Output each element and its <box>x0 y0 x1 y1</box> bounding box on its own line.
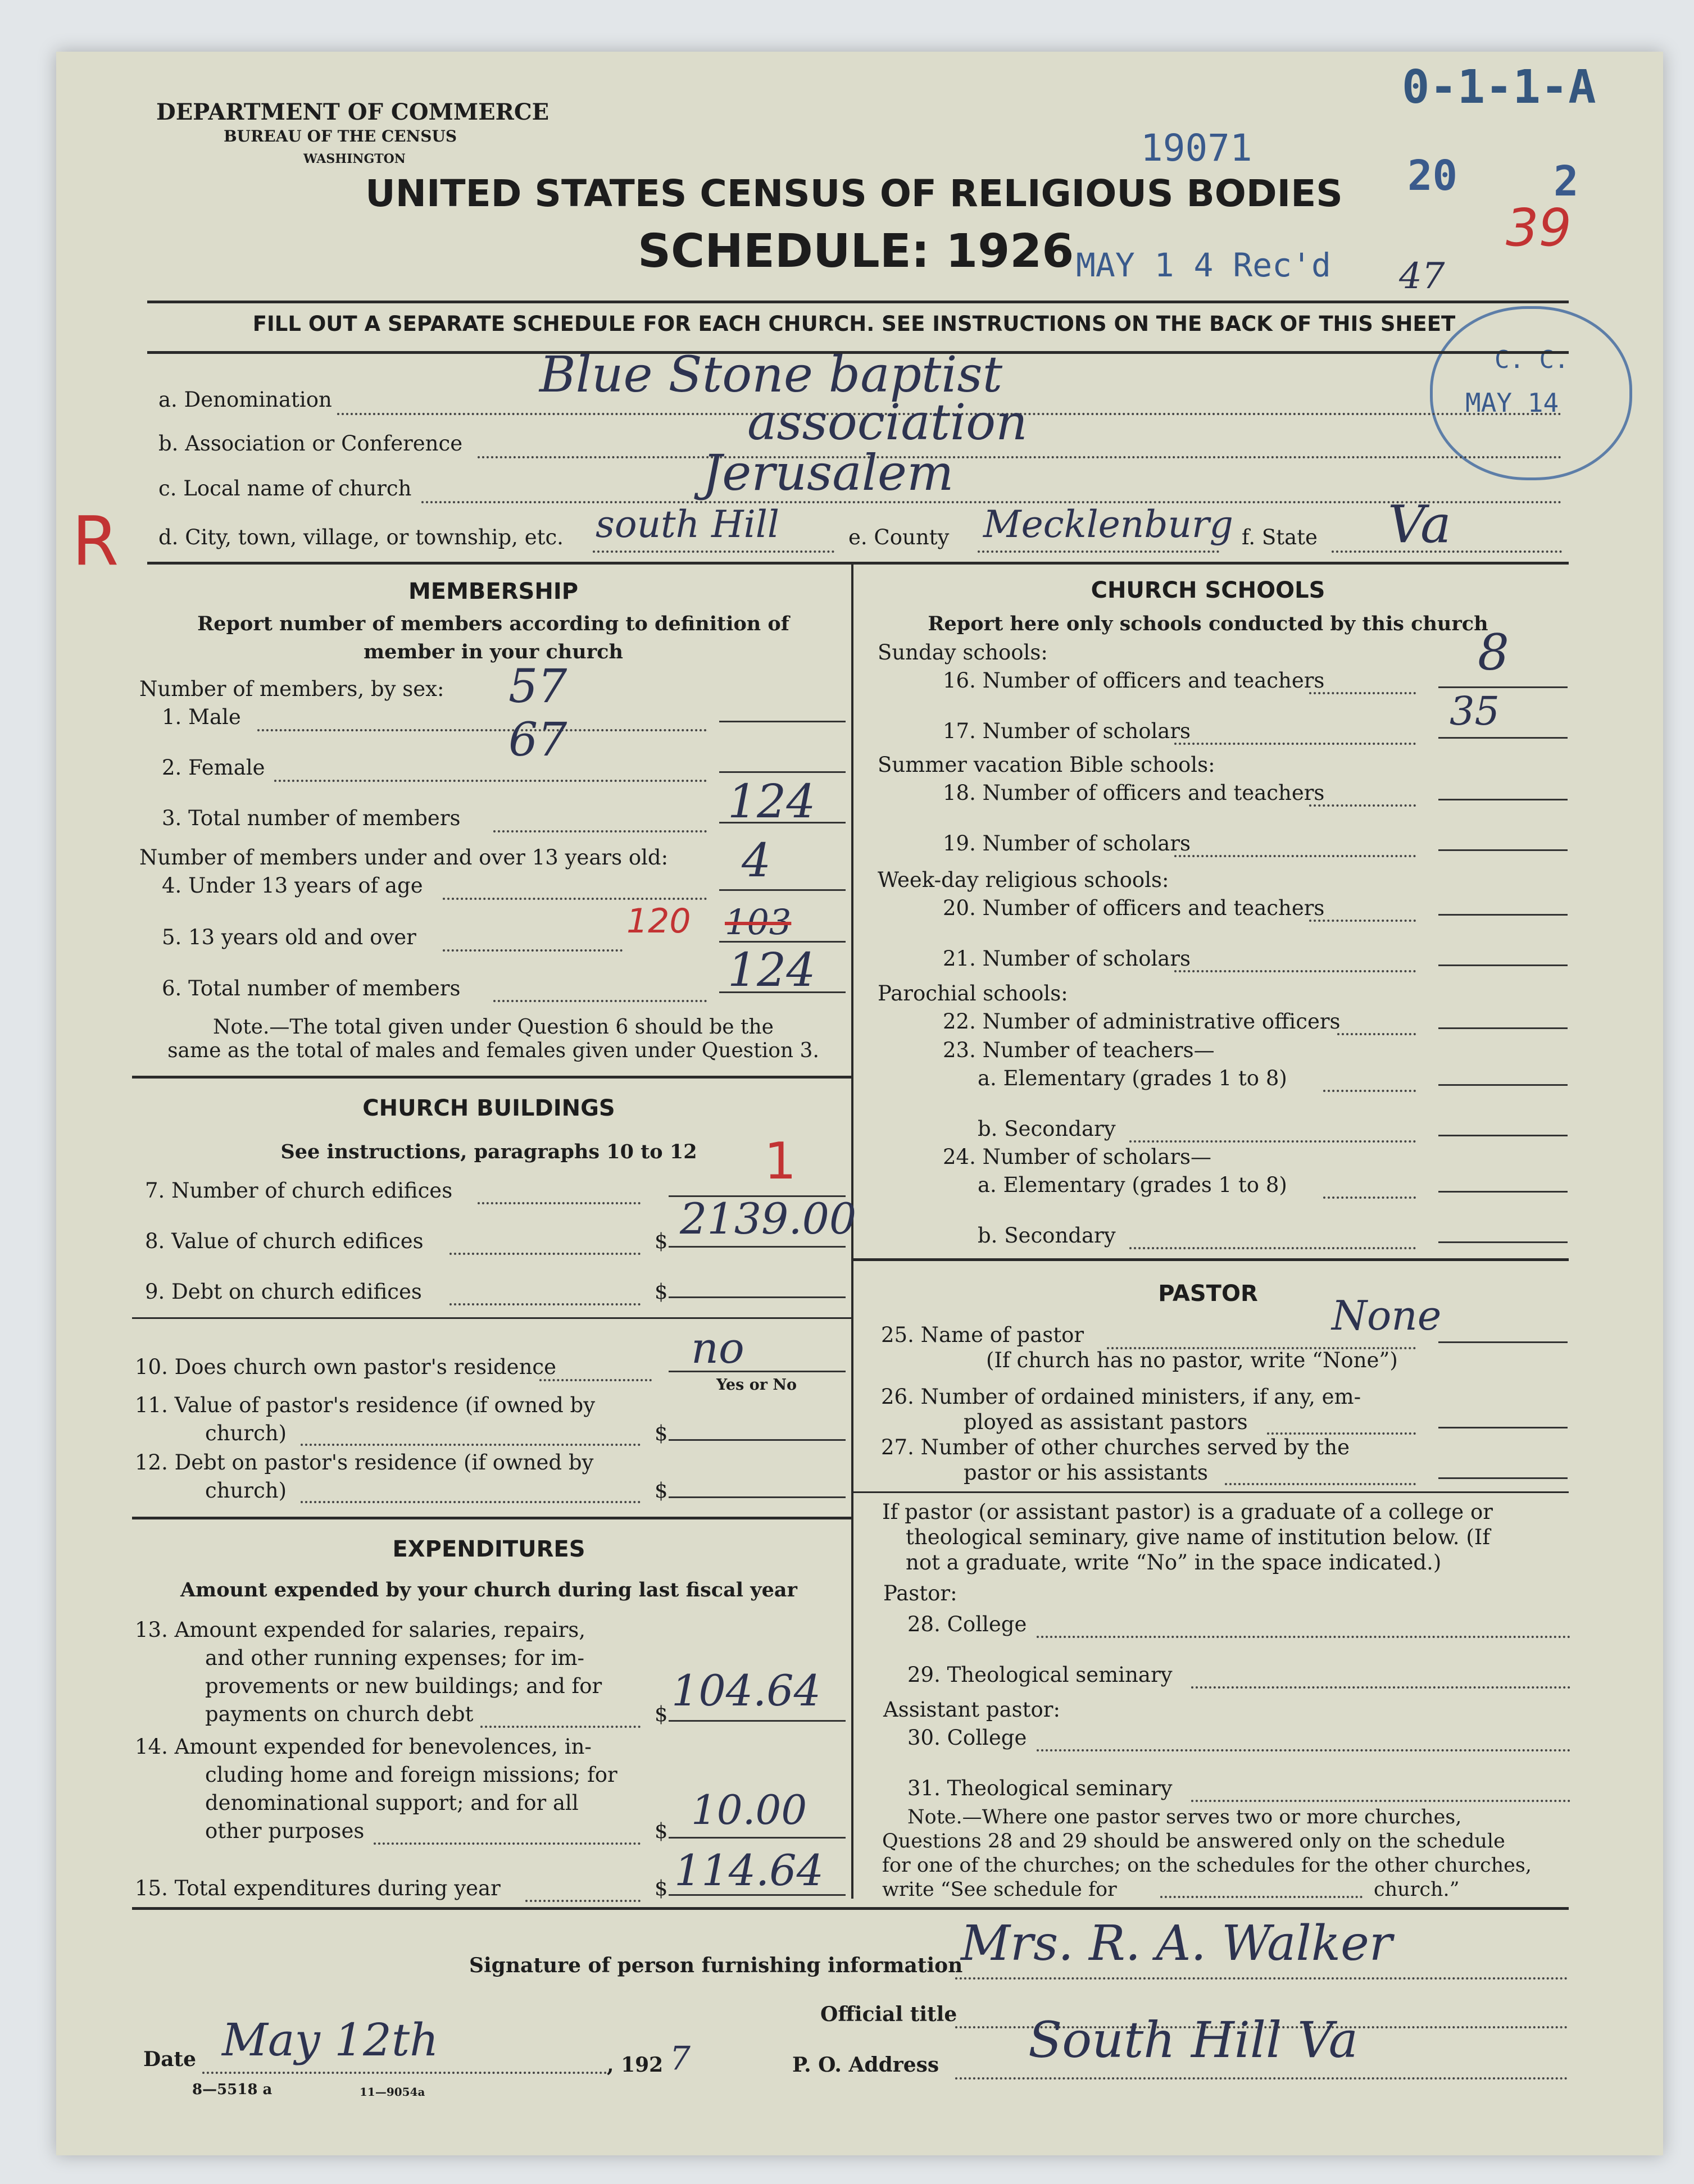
q11-label-line1: 11. Value of pastor's residence (if owned by <box>135 1393 596 1417</box>
q14-dollar-sign: $ <box>655 1819 668 1843</box>
q23a-label: a. Elementary (grades 1 to 8) <box>978 1066 1287 1090</box>
q12-label-line2: church) <box>205 1478 287 1503</box>
parochial-schools-label: Parochial schools: <box>878 981 1068 1005</box>
q14-label-line1: 14. Amount expended for benevolences, in- <box>135 1735 592 1759</box>
q25-label: 25. Name of pastor <box>881 1323 1084 1347</box>
church-name-value[interactable]: Jerusalem <box>702 444 954 502</box>
q6-total-value[interactable]: 124 <box>728 944 816 997</box>
pastor-note-line1: Note.—Where one pastor serves two or more churches, <box>907 1806 1462 1828</box>
official-title-label: Official title <box>820 2003 957 2026</box>
cc-rosette-stamp <box>1430 306 1632 480</box>
q14-label-line3: denominational support; and for all <box>205 1791 579 1815</box>
q8-value-value[interactable]: 2139.00 <box>680 1194 857 1244</box>
q26-label-line1: 26. Number of ordained ministers, if any, em- <box>881 1385 1361 1409</box>
pastor-note-line3: for one of the churches; on the schedules for the other churches, <box>882 1854 1532 1877</box>
state-label: f. State <box>1242 525 1318 549</box>
date-label: Date <box>143 2048 197 2071</box>
q5-correction-value: 120 <box>626 902 691 941</box>
membership-note-line1: Note.—The total given under Question 6 should be the <box>213 1016 774 1039</box>
membership-note-line2: same as the total of males and females given under Question 3. <box>167 1039 819 1062</box>
q10-residence-value[interactable]: no <box>691 1323 744 1373</box>
q23b-label: b. Secondary <box>978 1117 1116 1141</box>
q9-dollar-sign: $ <box>655 1280 668 1304</box>
pastor-note-line4b: church.” <box>1374 1878 1460 1901</box>
year-digit-value[interactable]: 7 <box>670 2039 691 2077</box>
bureau-name: BUREAU OF THE CENSUS <box>224 127 457 145</box>
year-prefix: , 192 <box>607 2053 664 2077</box>
q28-college-label: 28. College <box>907 1612 1027 1636</box>
q15-dollar-sign: $ <box>655 1876 668 1900</box>
denomination-label: a. Denomination <box>158 388 332 412</box>
q24a-label: a. Elementary (grades 1 to 8) <box>978 1173 1287 1197</box>
q24-label: 24. Number of scholars— <box>943 1145 1212 1169</box>
form-number: 8—5518 a <box>192 2081 273 2098</box>
q18-label: 18. Number of officers and teachers <box>943 781 1325 805</box>
under-over-label: Number of members under and over 13 years old: <box>139 845 669 870</box>
membership-sub1: Report number of members according to definition of <box>197 612 789 635</box>
q7-edifices-value[interactable]: 1 <box>764 1132 797 1191</box>
county-label: e. County <box>848 525 950 549</box>
q14-label-line2: cluding home and foreign missions; for <box>205 1763 617 1787</box>
bureau-city: WASHINGTON <box>303 152 406 166</box>
q11-dollar-sign: $ <box>655 1421 668 1445</box>
q25-note: (If church has no pastor, write “None”) <box>986 1348 1398 1372</box>
graduate-instruction-line1: If pastor (or assistant pastor) is a graduate of a college or <box>882 1500 1493 1524</box>
graduate-instruction-line3: not a graduate, write “No” in the space indicated.) <box>906 1550 1442 1575</box>
q13-label-line1: 13. Amount expended for salaries, repairs, <box>135 1618 586 1642</box>
q4-under13-value[interactable]: 4 <box>742 834 771 888</box>
form-title: UNITED STATES CENSUS OF RELIGIOUS BODIES <box>365 172 1343 215</box>
q8-value-label: 8. Value of church edifices <box>145 1229 424 1253</box>
handwritten-47: 47 <box>1399 256 1445 297</box>
q10-residence-label: 10. Does church own pastor's residence <box>135 1355 557 1379</box>
cc-stamp-date: MAY 14 <box>1465 388 1559 418</box>
schools-heading: CHURCH SCHOOLS <box>1091 577 1325 603</box>
q1-male-label: 1. Male <box>162 705 241 729</box>
church-name-label: c. Local name of church <box>158 476 412 501</box>
red-number-39: 39 <box>1506 198 1572 258</box>
form-number-secondary: 11—9054a <box>360 2085 425 2099</box>
q3-total-value[interactable]: 124 <box>728 775 816 829</box>
pastor-heading: PASTOR <box>1158 1281 1258 1307</box>
pastor-note-line4a: write “See schedule for <box>882 1878 1117 1901</box>
file-code-stamp: 0-1-1-A <box>1402 61 1596 114</box>
q23-label: 23. Number of teachers— <box>943 1038 1215 1062</box>
q2-female-value[interactable]: 67 <box>508 713 567 767</box>
members-by-sex-label: Number of members, by sex: <box>139 677 444 701</box>
q3-total-label: 3. Total number of members <box>162 806 461 830</box>
po-address-label: P. O. Address <box>792 2053 939 2077</box>
q12-label-line1: 12. Debt on pastor's residence (if owned by <box>135 1450 594 1475</box>
q21-label: 21. Number of scholars <box>943 947 1191 971</box>
department-name: DEPARTMENT OF COMMERCE <box>156 99 549 125</box>
q20-label: 20. Number of officers and teachers <box>943 896 1325 920</box>
q19-label: 19. Number of scholars <box>943 831 1191 856</box>
q11-label-line2: church) <box>205 1421 287 1445</box>
expenditures-heading: EXPENDITURES <box>392 1536 585 1562</box>
q15-total-label: 15. Total expenditures during year <box>135 1876 501 1900</box>
q14-label-line4: other purposes <box>205 1819 365 1843</box>
q29-seminary-label: 29. Theological seminary <box>907 1663 1173 1687</box>
q13-label-line3: provements or new buildings; and for <box>205 1674 602 1698</box>
q13-label-line4: payments on church debt <box>205 1702 474 1726</box>
q12-dollar-sign: $ <box>655 1478 668 1503</box>
q5-13over-label: 5. 13 years old and over <box>162 925 416 949</box>
q13-label-line2: and other running expenses; for im- <box>205 1646 585 1670</box>
q13-dollar-sign: $ <box>655 1702 668 1726</box>
stamp-20: 20 <box>1407 152 1458 200</box>
schedule-title: SCHEDULE: 1926 <box>638 225 1074 278</box>
cc-stamp-text: C. C. <box>1495 345 1569 374</box>
assistant-pastor-label: Assistant pastor: <box>883 1698 1060 1722</box>
q6-total-label: 6. Total number of members <box>162 976 461 1000</box>
q2-female-label: 2. Female <box>162 756 265 780</box>
pastor-note-line2: Questions 28 and 29 should be answered only on the schedule <box>882 1830 1505 1853</box>
schools-sub: Report here only schools conducted by this church <box>928 612 1488 635</box>
q7-edifices-label: 7. Number of church edifices <box>145 1179 453 1203</box>
state-value[interactable]: Va <box>1388 494 1451 554</box>
q22-label: 22. Number of administrative officers <box>943 1009 1341 1034</box>
q27-label-line2: pastor or his assistants <box>964 1460 1208 1485</box>
q26-label-line2: ployed as assistant pastors <box>964 1410 1248 1434</box>
q27-label-line1: 27. Number of other churches served by the <box>881 1435 1350 1459</box>
q16-value[interactable]: 8 <box>1478 624 1509 681</box>
q14-amount-value[interactable]: 10.00 <box>691 1786 807 1833</box>
q8-dollar-sign: $ <box>655 1229 668 1253</box>
pastor-subsection-label: Pastor: <box>883 1581 957 1605</box>
city-value[interactable]: south Hill <box>596 503 780 546</box>
date-value[interactable]: May 12th <box>222 2014 439 2066</box>
summer-schools-label: Summer vacation Bible schools: <box>878 753 1215 777</box>
q31-seminary-label: 31. Theological seminary <box>907 1776 1173 1800</box>
city-label: d. City, town, village, or township, etc. <box>158 525 564 549</box>
buildings-sub: See instructions, paragraphs 10 to 12 <box>280 1140 697 1163</box>
buildings-heading: CHURCH BUILDINGS <box>362 1095 615 1121</box>
signature-label: Signature of person furnishing information <box>469 1954 963 1977</box>
sunday-schools-label: Sunday schools: <box>878 640 1048 665</box>
q9-debt-label: 9. Debt on church edifices <box>145 1280 422 1304</box>
q4-under13-label: 4. Under 13 years of age <box>162 873 423 898</box>
graduate-instruction-line2: theological seminary, give name of institution below. (If <box>906 1525 1491 1549</box>
margin-mark-r: R <box>72 503 119 581</box>
county-value[interactable]: Mecklenburg <box>983 503 1233 546</box>
q5-13over-value[interactable]: 103 <box>725 902 792 943</box>
membership-sub2: member in your church <box>364 640 623 663</box>
q25-pastor-value[interactable]: None <box>1332 1292 1442 1339</box>
weekday-schools-label: Week-day religious schools: <box>878 868 1169 892</box>
instruction-line: FILL OUT A SEPARATE SCHEDULE FOR EACH CHURCH. SEE INSTRUCTIONS ON THE BACK OF THIS SHEET <box>252 312 1456 336</box>
q17-label: 17. Number of scholars <box>943 719 1191 743</box>
yes-no-caption: Yes or No <box>716 1376 797 1394</box>
q17-value[interactable]: 35 <box>1450 688 1500 734</box>
signature-value[interactable]: Mrs. R. A. Walker <box>961 1915 1392 1972</box>
number-stamp: 19071 <box>1141 126 1252 170</box>
expenditures-sub: Amount expended by your church during last fiscal year <box>180 1578 797 1601</box>
po-address-value[interactable]: South Hill Va <box>1028 2011 1359 2069</box>
received-date-stamp: MAY 1 4 Rec'd <box>1076 246 1331 284</box>
q13-amount-value[interactable]: 104.64 <box>671 1666 821 1716</box>
membership-heading: MEMBERSHIP <box>408 579 579 604</box>
q15-total-value[interactable]: 114.64 <box>674 1845 824 1895</box>
q16-label: 16. Number of officers and teachers <box>943 668 1325 693</box>
q30-college-label: 30. College <box>907 1726 1027 1750</box>
q24b-label: b. Secondary <box>978 1223 1116 1248</box>
stamp-2: 2 <box>1554 157 1579 206</box>
denomination-value[interactable]: Blue Stone baptist <box>539 345 1003 403</box>
q1-male-value[interactable]: 57 <box>508 660 567 713</box>
association-value[interactable]: association <box>747 393 1028 451</box>
association-label: b. Association or Conference <box>158 431 463 456</box>
